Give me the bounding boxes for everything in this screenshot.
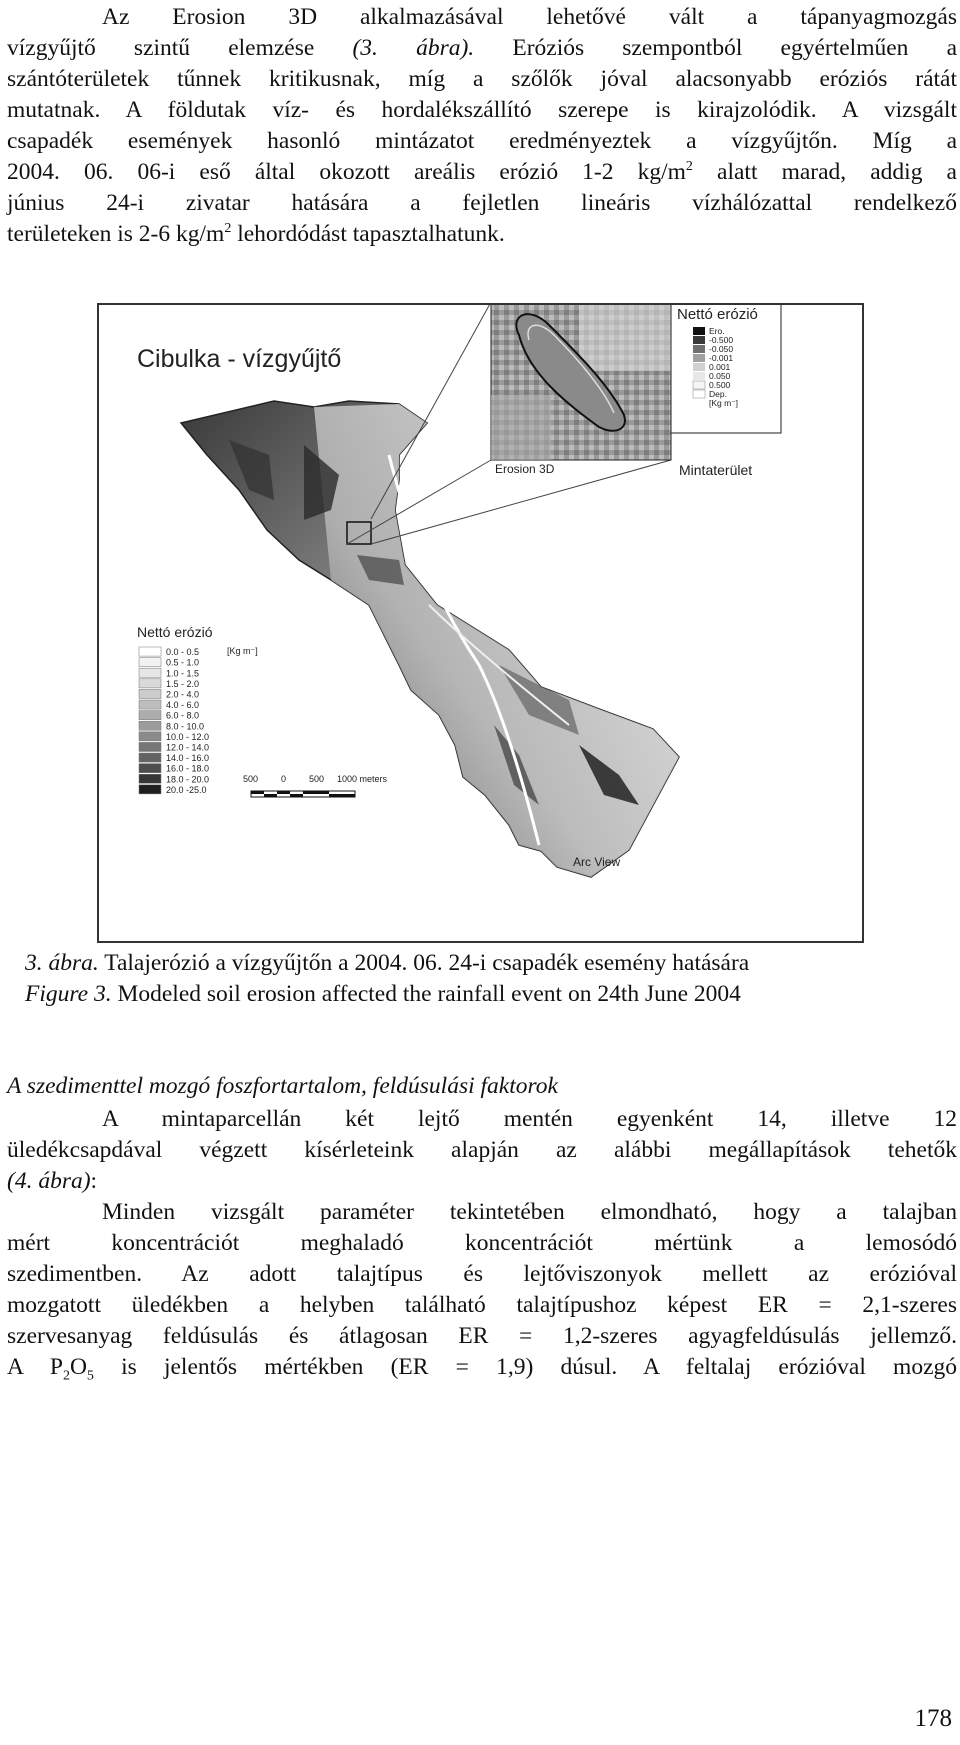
- inset-legend: [671, 305, 781, 478]
- legend-swatch: [139, 658, 161, 667]
- software-label: Arc View: [573, 855, 621, 869]
- scale-label: 1000 meters: [337, 774, 388, 784]
- text-line: területeken is 2-6 $kg/m^2$ lehordódást tapasztalhatunk.: [7, 221, 505, 247]
- inset-legend-label: Dep.: [709, 389, 727, 399]
- legend-swatch: [139, 668, 161, 677]
- legend-label: 10.0 - 12.0: [166, 731, 210, 742]
- body-paragraph: [7, 1104, 957, 1197]
- legend-label: 2.0 - 4.0: [166, 689, 200, 700]
- legend-swatch: [139, 700, 161, 709]
- main-legend: [137, 624, 258, 795]
- inset-legend-label: -0.500: [709, 335, 734, 345]
- text-line: Minden vizsgált paraméter tekintetében elmondható, hogy a talajban: [102, 1199, 957, 1225]
- text-line: A mintaparcellán két lejtő mentén egyenként 14, illetve 12: [102, 1106, 957, 1132]
- legend-label: 8.0 - 10.0: [166, 721, 205, 732]
- legend-label: 0.5 - 1.0: [166, 657, 200, 668]
- inset-legend-title: Nettó erózió: [677, 306, 758, 323]
- legend-label: 16.0 - 18.0: [166, 763, 210, 774]
- legend-label: 1.0 - 1.5: [166, 668, 200, 679]
- legend-swatch: [139, 785, 161, 794]
- inset-legend-label: 0.500: [709, 380, 731, 390]
- legend-swatch: [139, 679, 161, 688]
- body-paragraph: [7, 1197, 957, 1383]
- legend-label: 12.0 - 14.0: [166, 742, 210, 753]
- legend-swatch: [139, 742, 161, 751]
- inset-legend-label: Ero.: [709, 326, 725, 336]
- section-heading: A szedimenttel mozgó foszfortartalom, feldúsulási faktorok: [7, 1073, 558, 1099]
- inset-legend-label: 0.001: [709, 362, 731, 372]
- text-line: Az Erosion 3D alkalmazásával lehetővé vált a tápanyagmozgás: [102, 4, 957, 30]
- text-line: A $P_2O_5$ is jelentős mértékben (ER = 1,9) dúsul. A feltalaj erózióval mozgó: [7, 1354, 958, 1384]
- legend-label: 6.0 - 8.0: [166, 710, 200, 721]
- inset-legend-unit: [Kg m⁻]: [709, 398, 739, 408]
- legend-swatch: [139, 753, 161, 762]
- text-line: szervesanyag feldúsulás és átlagosan ER = 1,2-szeres agyagfeldúsulás jellemző.: [7, 1323, 957, 1349]
- text-line: mutatnak. A földutak víz- és hordalékszállító szerepe is kirajzolódik. A vizsgált: [7, 97, 957, 123]
- legend-swatch: [139, 764, 161, 773]
- inset-map: [491, 305, 671, 476]
- text-line: (4. ábra):: [7, 1168, 98, 1194]
- text-line: június 24-i zivatar hatására a fejletlen lineáris vízhálózattal rendelkező: [7, 190, 957, 216]
- scale-label: 0: [281, 774, 287, 784]
- scale-label: 500: [243, 774, 259, 784]
- legend-label: 14.0 - 16.0: [166, 753, 210, 764]
- text-line: üledékcsapdával végzett kísérleteink alapján az alábbi megállapítások tehetők: [7, 1137, 957, 1163]
- sample-area-label: Mintaterület: [679, 462, 753, 478]
- figure-caption-en: Figure 3. Modeled soil erosion affected the rainfall event on 24th June 2004: [25, 981, 741, 1007]
- legend-swatch: [139, 732, 161, 741]
- scale-label: 500: [309, 774, 325, 784]
- text-line: vízgyűjtő szintű elemzése (3. ábra). Eróziós szempontból egyértelműen a: [7, 35, 957, 61]
- legend-swatch: [139, 721, 161, 730]
- inset-legend-label: -0.050: [709, 344, 734, 354]
- legend-swatch: [139, 774, 161, 783]
- text-line: szántóterületek tűnnek kritikusnak, míg a szőlők jóval alacsonyabb eróziós rátát: [7, 66, 957, 92]
- text-line: csapadék események hasonló mintázatot eredményeztek a vízgyűjtőn. Míg a: [7, 128, 957, 154]
- erosion-map-figure: [97, 303, 864, 943]
- intro-paragraph: [7, 2, 957, 250]
- inset-label: Erosion 3D: [495, 462, 555, 476]
- inset-legend-label: -0.001: [709, 353, 734, 363]
- legend-label: 1.5 - 2.0: [166, 678, 200, 689]
- text-line: mért koncentrációt meghaladó koncentrációt mértünk a lemosódó: [7, 1230, 957, 1256]
- inset-legend-label: 0.050: [709, 371, 731, 381]
- legend-label: 18.0 - 20.0: [166, 774, 210, 785]
- map-title: Cibulka - vízgyűjtő: [137, 345, 342, 373]
- text-line: 2004. 06. 06-i eső által okozott areális erózió 1-2 $kg/m^2$ alatt marad, addig a: [7, 159, 957, 185]
- legend-label: 0.0 - 0.5: [166, 647, 200, 658]
- scale-bar: [243, 774, 388, 797]
- legend-title: Nettó erózió: [137, 624, 213, 640]
- legend-label: 4.0 - 6.0: [166, 700, 200, 711]
- text-line: mozgatott üledékben a helyben található talajtípushoz képest ER = 2,1-szeres: [7, 1292, 957, 1318]
- legend-unit: [Kg m⁻]: [227, 646, 258, 656]
- legend-swatch: [139, 647, 161, 656]
- legend-swatch: [139, 711, 161, 720]
- erosion-map: [99, 305, 862, 941]
- figure-caption-hu: 3. ábra. Talajerózió a vízgyűjtőn a 2004. 06. 24-i csapadék esemény hatására: [25, 950, 750, 976]
- legend-rows: [139, 647, 209, 795]
- page-number: 178: [914, 1705, 952, 1732]
- text-line: szedimentben. Az adott talajtípus és lejtőviszonyok mellett az erózióval: [7, 1261, 957, 1287]
- legend-label: 20.0 -25.0: [166, 784, 207, 795]
- legend-swatch: [139, 689, 161, 698]
